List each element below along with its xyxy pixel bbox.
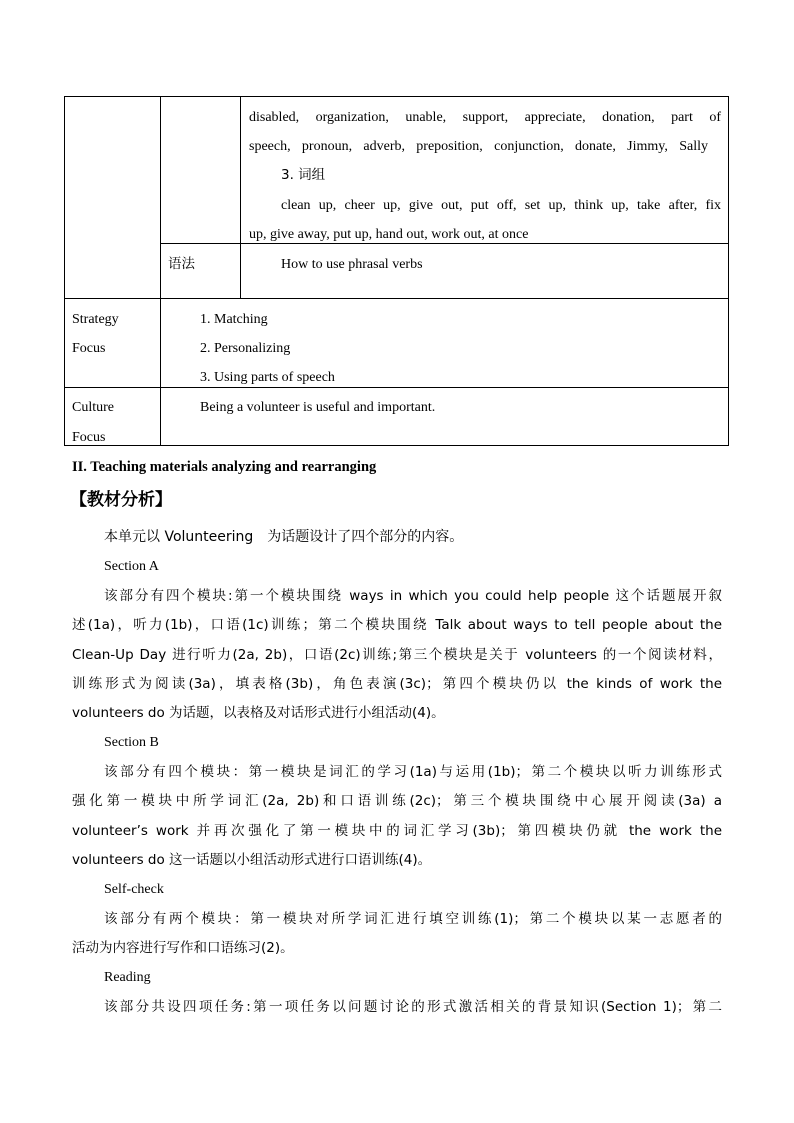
strategy-label: Focus	[72, 341, 106, 356]
table-divider	[160, 96, 161, 446]
culture-label: Culture	[72, 400, 114, 415]
paragraph-line: 该部分有两个模块：第一模块对所学词汇进行填空训练(1)；第二个模块以某一志愿者的	[104, 911, 722, 927]
section-b-title: Section B	[104, 735, 159, 750]
paragraph-line: volunteer’s work 并再次强化了第一模块中的词汇学习(3b)；第四模块仍就 the work the	[72, 822, 722, 839]
vocab-line: disabled, organization, unable, support, appreciate, donation, part of	[249, 110, 721, 125]
paragraph-line: 述(1a)，听力(1b)，口语(1c)训练；第二个模块围绕 Talk about ways to tell people about the	[72, 617, 722, 634]
culture-value: Being a volunteer is useful and important.	[200, 400, 436, 415]
section-a-title: Section A	[104, 559, 159, 574]
self-check-title: Self-check	[104, 882, 164, 897]
table-divider	[240, 243, 241, 298]
grammar-value: How to use phrasal verbs	[281, 257, 423, 272]
paragraph-line: Clean-Up Day 进行听力(2a, 2b)，口语(2c)训练;第三个模块是关于 volunteers 的一个阅读材料，	[72, 646, 722, 663]
paragraph-line: 该部分共设四项任务:第一项任务以问题讨论的形式激活相关的背景知识(Section 1)；第二	[104, 999, 722, 1015]
reading-paragraph	[72, 993, 722, 1022]
paragraph-line: 强化第一模块中所学词汇(2a, 2b)和口语训练(2c)；第三个模块围绕中心展开阅读(3a) a	[72, 793, 722, 810]
paragraph-line: volunteers do 这一话题以小组活动形式进行口语训练(4)。	[72, 851, 432, 868]
section-heading: II. Teaching materials analyzing and rearranging	[72, 459, 377, 475]
table-divider	[64, 298, 729, 299]
intro-paragraph: 本单元以 Volunteering 为话题设计了四个部分的内容。	[104, 529, 464, 545]
section-b-paragraph	[72, 758, 722, 875]
reading-title: Reading	[104, 970, 151, 985]
strategy-item: 2. Personalizing	[200, 341, 291, 356]
table-divider	[240, 96, 241, 243]
paragraph-line: 训练形式为阅读(3a)，填表格(3b)，角色表演(3c)；第四个模块仍以 the kinds of work the	[72, 675, 722, 692]
phrase-line: clean up, cheer up, give out, put off, set up, think up, take after, fix	[281, 198, 721, 213]
culture-label: Focus	[72, 430, 106, 445]
grammar-label: 语法	[168, 256, 195, 272]
vocab-line: speech, pronoun, adverb, preposition, conjunction, donate, Jimmy, Sally	[249, 139, 708, 154]
strategy-label: Strategy	[72, 312, 119, 327]
analysis-title: 【教材分析】	[70, 490, 172, 510]
phrase-heading: 3. 词组	[281, 167, 326, 183]
strategy-item: 3. Using parts of speech	[200, 370, 335, 385]
phrase-line: up, give away, put up, hand out, work out, at once	[249, 227, 529, 242]
strategy-item: 1. Matching	[200, 312, 268, 327]
paragraph-line: 活动为内容进行写作和口语练习(2)。	[72, 940, 294, 957]
paragraph-line: 该部分有四个模块：第一模块是词汇的学习(1a)与运用(1b)；第二个模块以听力训练形式	[104, 764, 722, 780]
section-a-paragraph	[72, 582, 722, 728]
paragraph-line: volunteers do 为话题，以表格及对话形式进行小组活动(4)。	[72, 705, 445, 722]
paragraph-line: 该部分有四个模块:第一个模块围绕 ways in which you could help people 这个话题展开叙	[104, 588, 722, 604]
self-check-paragraph	[72, 905, 722, 964]
table-divider	[64, 387, 729, 388]
